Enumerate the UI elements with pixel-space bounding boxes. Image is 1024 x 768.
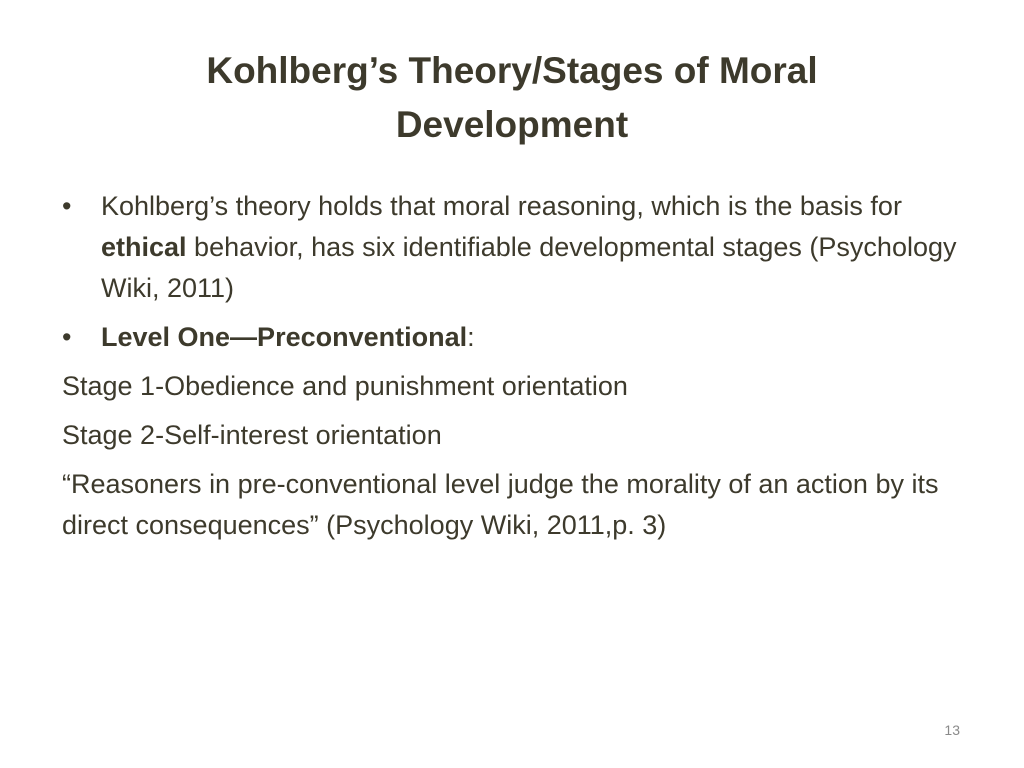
page-number: 13 (944, 722, 960, 738)
title-line-1: Kohlberg’s Theory/Stages of Moral (206, 50, 818, 91)
bullet-marker: • (62, 322, 72, 352)
bullet-text-bold: ethical (101, 232, 187, 262)
slide-body (62, 186, 962, 554)
bullet-text-part1: Kohlberg’s theory holds that moral reasoning, which is the basis for (101, 191, 902, 221)
stage-1-line: Stage 1-Obedience and punishment orientation (62, 371, 628, 401)
level-one-heading: Level One—Preconventional (101, 322, 468, 352)
slide-title (120, 44, 904, 152)
stage-2-line: Stage 2-Self-interest orientation (62, 420, 442, 450)
title-line-2: Development (395, 104, 629, 145)
bullet-item-theory (62, 186, 962, 309)
bullet-marker: • (62, 191, 72, 221)
bullet-text-part2: behavior, has six identifiable developmental stages (Psychology Wiki, 2011) (101, 232, 957, 303)
quote-line: “Reasoners in pre-conventional level judge the morality of an action by its direct consequences” (Psychology Wiki, 2011,p. 3) (62, 469, 939, 540)
level-one-colon: : (467, 322, 475, 352)
bullet-item-level-one (62, 317, 962, 358)
